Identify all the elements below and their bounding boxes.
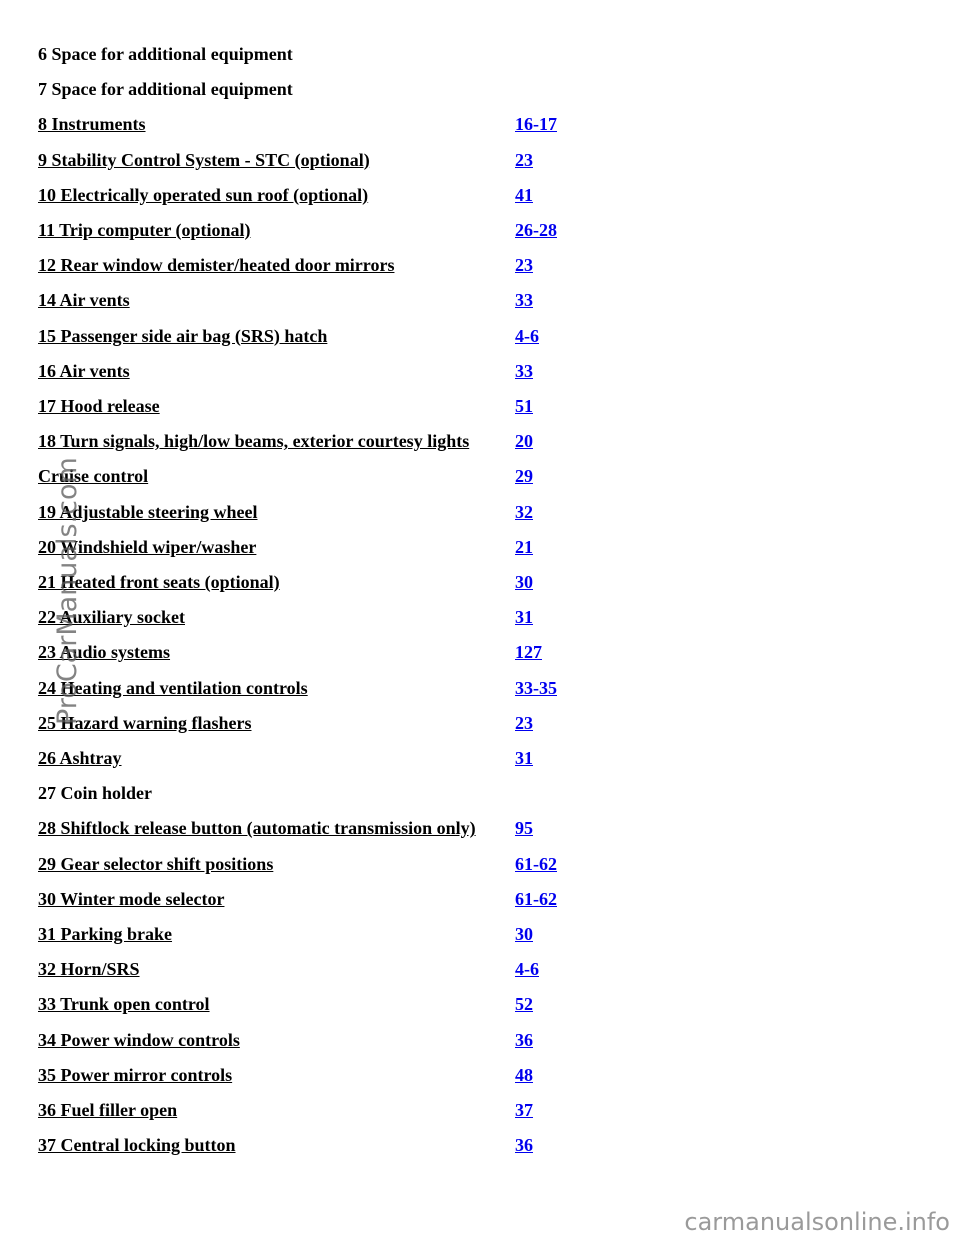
item-title-link[interactable]: 31 Parking brake — [38, 924, 173, 944]
page-number-link[interactable]: 31 — [515, 748, 533, 768]
page-number-link[interactable]: 23 — [515, 255, 533, 276]
item-title-link[interactable]: 33 Trunk open control — [38, 994, 210, 1015]
item-title: 6 Space for additional equipment — [38, 44, 293, 64]
item-title-link[interactable]: 10 Electrically operated sun roof (optional) — [38, 184, 369, 205]
item-title-link[interactable]: Cruise control — [38, 466, 149, 487]
page-number-link[interactable]: 20 — [515, 431, 533, 452]
item-title-link[interactable]: 8 Instruments — [38, 114, 146, 135]
page-number-link[interactable]: 32 — [515, 501, 533, 522]
page-number-link[interactable]: 23 — [515, 712, 533, 733]
page-number-link[interactable]: 26-28 — [515, 220, 557, 240]
item-title-link[interactable]: 34 Power window controls — [38, 1029, 240, 1050]
item-title-link[interactable]: 15 Passenger side air bag (SRS) hatch — [38, 325, 328, 346]
page-number-link[interactable]: 51 — [515, 396, 533, 416]
page-number-link[interactable]: 61-62 — [515, 853, 557, 874]
item-title-link[interactable]: 20 Windshield wiper/washer — [38, 536, 257, 557]
page-number-link[interactable]: 4-6 — [515, 325, 539, 346]
page-number-link[interactable]: 52 — [515, 994, 533, 1015]
item-title-link[interactable]: 18 Turn signals, high/low beams, exterior courtesy lights — [38, 431, 470, 452]
item-title-link[interactable]: 26 Ashtray — [38, 748, 122, 768]
item-title-link[interactable]: 28 Shiftlock release button (automatic transmission only) — [38, 818, 476, 839]
item-title-link[interactable]: 21 Heated front seats (optional) — [38, 572, 280, 592]
watermark-bottom: carmanualsonline.info — [684, 1208, 950, 1236]
item-title-link[interactable]: 30 Winter mode selector — [38, 888, 225, 909]
page-number-link[interactable]: 36 — [515, 1135, 533, 1156]
item-title-link[interactable]: 23 Audio systems — [38, 642, 171, 663]
page-number-link[interactable]: 95 — [515, 818, 533, 839]
page-number-link[interactable]: 33 — [515, 360, 533, 381]
item-title: 7 Space for additional equipment — [38, 79, 293, 100]
page-number-link[interactable]: 37 — [515, 1100, 533, 1120]
page-number-link[interactable]: 41 — [515, 184, 533, 205]
item-title-link[interactable]: 12 Rear window demister/heated door mirrors — [38, 255, 395, 276]
page-number-link[interactable]: 21 — [515, 536, 533, 557]
item-title-link[interactable]: 25 Hazard warning flashers — [38, 712, 252, 733]
item-title-link[interactable]: 36 Fuel filler open — [38, 1100, 178, 1120]
page-number-link[interactable]: 23 — [515, 149, 533, 170]
item-title-link[interactable]: 37 Central locking button — [38, 1135, 236, 1156]
watermark-side: ProCarManuals.com — [52, 457, 83, 725]
item-title-link[interactable]: 9 Stability Control System - STC (optional) — [38, 149, 370, 170]
page-number-link[interactable]: 29 — [515, 466, 533, 487]
page-number-link[interactable]: 36 — [515, 1029, 533, 1050]
page-number-link[interactable]: 16-17 — [515, 114, 557, 135]
page-number-link[interactable]: 30 — [515, 572, 533, 592]
item-title-link[interactable]: 29 Gear selector shift positions — [38, 853, 274, 874]
page-number-link[interactable]: 33-35 — [515, 677, 557, 698]
page-number-link[interactable]: 61-62 — [515, 888, 557, 909]
page-number-link[interactable]: 31 — [515, 607, 533, 628]
item-title-link[interactable]: 11 Trip computer (optional) — [38, 220, 251, 240]
item-title-link[interactable]: 17 Hood release — [38, 396, 160, 416]
page-number-link[interactable]: 48 — [515, 1064, 533, 1085]
page-number-link[interactable]: 33 — [515, 290, 533, 311]
item-title-link[interactable]: 24 Heating and ventilation controls — [38, 677, 308, 698]
page-number-link[interactable]: 30 — [515, 924, 533, 944]
item-title: 27 Coin holder — [38, 783, 153, 804]
item-title-link[interactable]: 16 Air vents — [38, 360, 130, 381]
page-number-link[interactable]: 127 — [515, 642, 542, 663]
item-title-link[interactable]: 19 Adjustable steering wheel — [38, 501, 258, 522]
item-title-link[interactable]: 14 Air vents — [38, 290, 130, 311]
item-title-link[interactable]: 32 Horn/SRS — [38, 959, 140, 980]
page-number-link[interactable]: 4-6 — [515, 959, 539, 980]
item-title-link[interactable]: 22 Auxiliary socket — [38, 607, 185, 628]
item-title-link[interactable]: 35 Power mirror controls — [38, 1064, 233, 1085]
